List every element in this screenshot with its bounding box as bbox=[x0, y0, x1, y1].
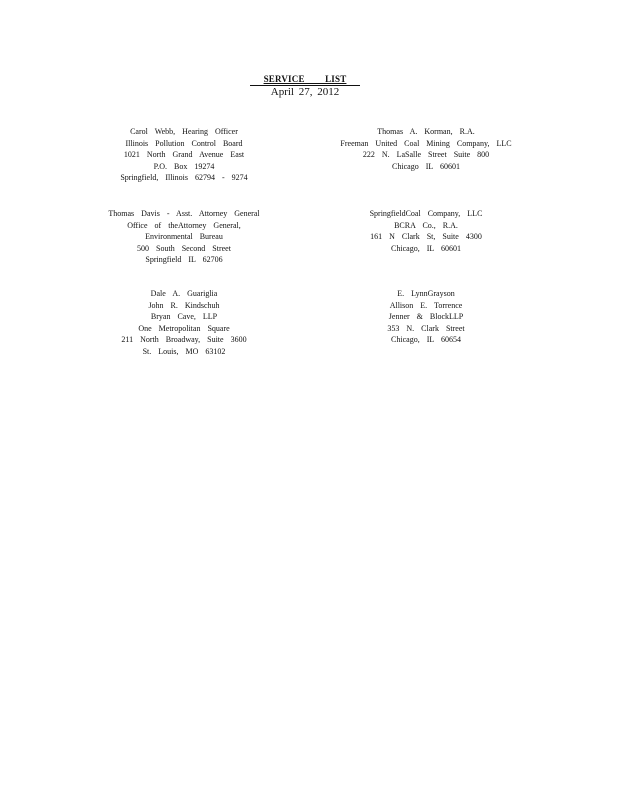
entry-line: Allison E. Torrence bbox=[389, 300, 463, 310]
page-title: SERVICE LIST bbox=[263, 74, 347, 84]
service-entry-carol-webb bbox=[84, 126, 284, 184]
service-entry-lynn-grayson bbox=[326, 288, 526, 346]
entry-line: Office of theAttorney General, bbox=[127, 220, 241, 230]
entry-line: P.O. Box 19274 bbox=[153, 161, 215, 171]
entry-line: 222 N. LaSalle Street Suite 800 bbox=[362, 150, 490, 159]
entry-line: Dale A. Guariglia bbox=[150, 289, 218, 298]
service-entry-thomas-korman bbox=[326, 126, 526, 172]
entry-line: Springfield IL 62706 bbox=[145, 255, 223, 264]
service-list-header bbox=[250, 74, 360, 98]
entry-line: 211 North Broadway, Suite 3600 bbox=[121, 335, 247, 344]
entry-line: Environmental Bureau bbox=[145, 232, 223, 241]
entry-line: 1021 North Grand Avenue East bbox=[123, 150, 245, 159]
entry-line: Chicago, IL 60601 bbox=[391, 243, 461, 253]
entry-line: St. Louis, MO 63102 bbox=[142, 346, 226, 356]
entry-line: Chicago, IL 60654 bbox=[391, 335, 461, 344]
service-entry-springfield-coal bbox=[326, 208, 526, 254]
entry-line: E. LynnGrayson bbox=[397, 289, 455, 298]
entry-line: Freeman United Coal Mining Company, LLC bbox=[340, 138, 512, 148]
document-date: April 27, 2012 bbox=[250, 85, 360, 98]
entry-line: SpringfieldCoal Company, LLC bbox=[369, 209, 483, 218]
entry-line: Jenner & BlockLLP bbox=[388, 312, 464, 321]
entry-line: One Metropolitan Square bbox=[138, 323, 230, 333]
entry-line: John R. Kindschuh bbox=[148, 300, 220, 310]
entry-line: Springfield, Illinois 62794 - 9274 bbox=[120, 173, 248, 182]
entry-line: Carol Webb, Hearing Officer bbox=[130, 127, 238, 136]
entry-line: 500 South Second Street bbox=[137, 243, 231, 253]
service-entry-dale-guariglia bbox=[84, 288, 284, 357]
entry-line: Chicago IL 60601 bbox=[392, 161, 460, 171]
entry-line: BCRA Co., R.A. bbox=[394, 220, 458, 230]
entry-line: 353 N. Clark Street bbox=[387, 323, 465, 333]
entry-line: Thomas A. Korman, R.A. bbox=[377, 127, 475, 136]
entry-line: Bryan Cave, LLP bbox=[150, 312, 218, 321]
service-entry-thomas-davis bbox=[84, 208, 284, 266]
entry-line: Illinois Pollution Control Board bbox=[125, 138, 243, 148]
entry-line: Thomas Davis - Asst. Attorney General bbox=[108, 209, 260, 218]
entry-line: 161 N Clark St, Suite 4300 bbox=[370, 232, 482, 241]
